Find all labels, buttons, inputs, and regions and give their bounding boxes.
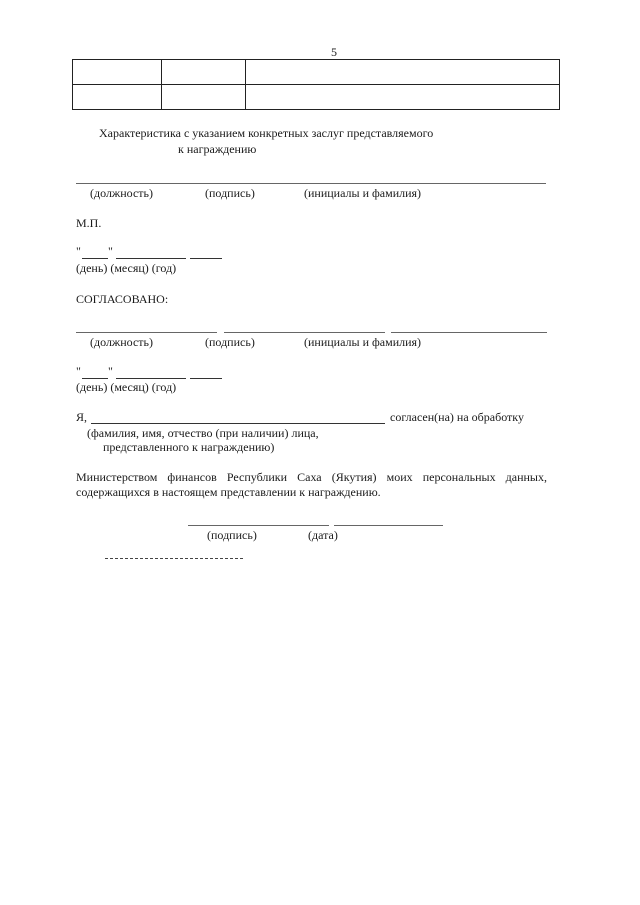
final-date-label: (дата) xyxy=(308,528,338,542)
table-cell xyxy=(73,60,162,85)
consent-hint-line2: представленного к награждению) xyxy=(103,440,275,454)
date-quote-open-2: " xyxy=(76,364,81,378)
agreed-heading: СОГЛАСОВАНО: xyxy=(76,292,169,306)
table-cell xyxy=(246,85,560,110)
table-row xyxy=(73,85,560,110)
page-number: 5 xyxy=(331,45,337,59)
characteristic-heading-line1: Характеристика с указанием конкретных заслуг представляемого xyxy=(99,126,434,140)
position-line-2 xyxy=(76,332,217,333)
table-cell xyxy=(162,60,246,85)
date-quote-close-2: " xyxy=(108,364,113,378)
name-label-2: (инициалы и фамилия) xyxy=(304,335,422,349)
position-label-1: (должность) xyxy=(90,186,153,200)
consent-body-line2: содержащихся в настоящем представлении к награждению. xyxy=(76,485,381,499)
signature-label-1: (подпись) xyxy=(205,186,255,200)
year-line-1 xyxy=(190,258,222,259)
day-line-1 xyxy=(82,258,108,259)
position-label-2: (должность) xyxy=(90,335,153,349)
consent-suffix: согласен(на) на обработку xyxy=(390,410,524,424)
day-line-2 xyxy=(82,378,108,379)
end-separator xyxy=(105,558,243,559)
date-labels-2: (день) (месяц) (год) xyxy=(76,380,177,394)
month-line-1 xyxy=(116,258,186,259)
consent-body-line1: Министерством финансов Республики Саха (Якутия) моих персональных данных, xyxy=(76,470,547,484)
month-line-2 xyxy=(116,378,186,379)
signature-line-1 xyxy=(76,183,546,184)
name-label-1: (инициалы и фамилия) xyxy=(304,186,422,200)
date-quote-close-1: " xyxy=(108,244,113,258)
table-row xyxy=(73,60,560,85)
signature-line-2 xyxy=(224,332,385,333)
signature-label-2: (подпись) xyxy=(205,335,255,349)
header-table xyxy=(72,59,560,110)
date-quote-open-1: " xyxy=(76,244,81,258)
year-line-2 xyxy=(190,378,222,379)
consent-hint-line1: (фамилия, имя, отчество (при наличии) лица, xyxy=(87,426,319,440)
table-cell xyxy=(73,85,162,110)
table-cell xyxy=(246,60,560,85)
date-labels-1: (день) (месяц) (год) xyxy=(76,261,177,275)
table-cell xyxy=(162,85,246,110)
consent-prefix: Я, xyxy=(76,410,88,424)
final-signature-label: (подпись) xyxy=(207,528,257,542)
final-signature-line xyxy=(188,525,329,526)
consent-name-line xyxy=(91,423,385,424)
final-date-line xyxy=(334,525,443,526)
name-line-2 xyxy=(391,332,547,333)
characteristic-heading-line2: к награждению xyxy=(178,142,257,156)
stamp-mark: М.П. xyxy=(76,216,102,230)
